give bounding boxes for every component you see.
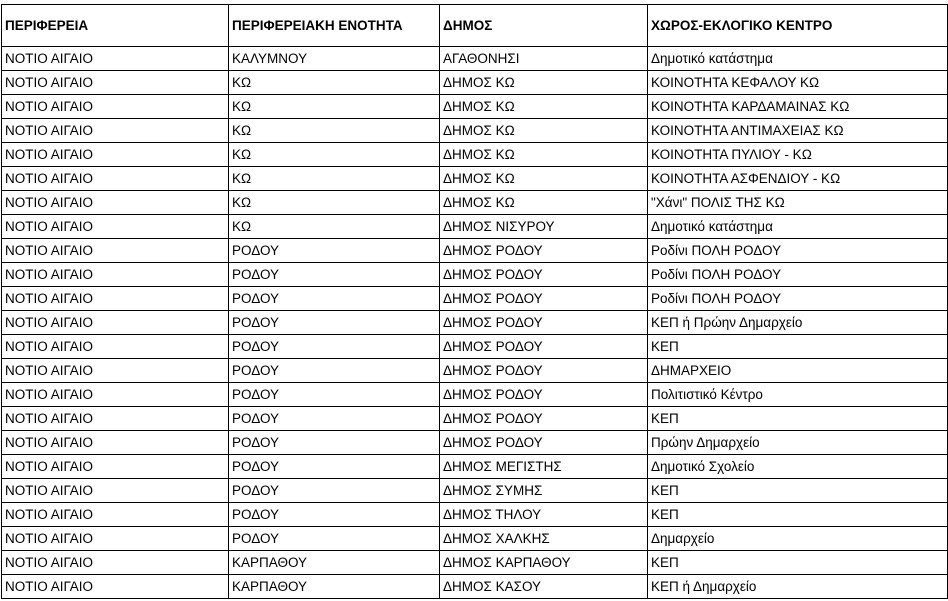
cell-municipality[interactable]: ΔΗΜΟΣ ΡΟΔΟΥ xyxy=(440,287,648,311)
cell-polling-station[interactable]: ΚΟΙΝΟΤΗΤΑ ΚΑΡΔΑΜΑΙΝΑΣ ΚΩ xyxy=(648,95,948,119)
table-row xyxy=(2,479,948,503)
cell-polling-station[interactable]: ΚΕΠ xyxy=(648,551,948,575)
cell-region[interactable]: ΝΟΤΙΟ ΑΙΓΑΙΟ xyxy=(2,335,229,359)
cell-region[interactable]: ΝΟΤΙΟ ΑΙΓΑΙΟ xyxy=(2,95,229,119)
cell-polling-station[interactable]: Ροδίνι ΠΟΛΗ ΡΟΔΟΥ xyxy=(648,239,948,263)
cell-municipality[interactable]: ΔΗΜΟΣ ΜΕΓΙΣΤΗΣ xyxy=(440,455,648,479)
cell-polling-station[interactable]: Ροδίνι ΠΟΛΗ ΡΟΔΟΥ xyxy=(648,263,948,287)
cell-region[interactable]: ΝΟΤΙΟ ΑΙΓΑΙΟ xyxy=(2,143,229,167)
cell-municipality[interactable]: ΑΓΑΘΟΝΗΣΙ xyxy=(440,47,648,71)
cell-region[interactable]: ΝΟΤΙΟ ΑΙΓΑΙΟ xyxy=(2,167,229,191)
cell-municipality[interactable]: ΔΗΜΟΣ ΡΟΔΟΥ xyxy=(440,335,648,359)
cell-polling-station[interactable]: Πολιτιστικό Κέντρο xyxy=(648,383,948,407)
cell-polling-station[interactable]: ΚΕΠ ή Πρώην Δημαρχείο xyxy=(648,311,948,335)
cell-municipality[interactable]: ΔΗΜΟΣ ΡΟΔΟΥ xyxy=(440,311,648,335)
table-body xyxy=(2,47,948,599)
cell-regional-unit[interactable]: ΡΟΔΟΥ xyxy=(229,455,440,479)
cell-regional-unit[interactable]: ΡΟΔΟΥ xyxy=(229,311,440,335)
table-row xyxy=(2,575,948,599)
table-row xyxy=(2,335,948,359)
header-region[interactable]: ΠΕΡΙΦΕΡΕΙΑ xyxy=(2,5,229,47)
cell-regional-unit[interactable]: ΡΟΔΟΥ xyxy=(229,527,440,551)
cell-polling-station[interactable]: ΔΗΜΑΡΧΕΙΟ xyxy=(648,359,948,383)
cell-municipality[interactable]: ΔΗΜΟΣ ΚΩ xyxy=(440,95,648,119)
cell-municipality[interactable]: ΔΗΜΟΣ ΡΟΔΟΥ xyxy=(440,239,648,263)
table-row xyxy=(2,383,948,407)
cell-region[interactable]: ΝΟΤΙΟ ΑΙΓΑΙΟ xyxy=(2,215,229,239)
cell-polling-station[interactable]: ΚΕΠ ή Δημαρχείο xyxy=(648,575,948,599)
cell-regional-unit[interactable]: ΡΟΔΟΥ xyxy=(229,239,440,263)
table-row xyxy=(2,407,948,431)
cell-municipality[interactable]: ΔΗΜΟΣ ΚΩ xyxy=(440,71,648,95)
cell-region[interactable]: ΝΟΤΙΟ ΑΙΓΑΙΟ xyxy=(2,47,229,71)
cell-polling-station[interactable]: ΚΕΠ xyxy=(648,407,948,431)
cell-polling-station[interactable]: ΚΟΙΝΟΤΗΤΑ ΚΕΦΑΛΟΥ ΚΩ xyxy=(648,71,948,95)
cell-region[interactable]: ΝΟΤΙΟ ΑΙΓΑΙΟ xyxy=(2,407,229,431)
table-row xyxy=(2,191,948,215)
cell-municipality[interactable]: ΔΗΜΟΣ ΚΑΡΠΑΘΟΥ xyxy=(440,551,648,575)
table-row xyxy=(2,239,948,263)
cell-polling-station[interactable]: Δημοτικό κατάστημα xyxy=(648,215,948,239)
cell-polling-station[interactable]: Ροδίνι ΠΟΛΗ ΡΟΔΟΥ xyxy=(648,287,948,311)
cell-region[interactable]: ΝΟΤΙΟ ΑΙΓΑΙΟ xyxy=(2,503,229,527)
cell-region[interactable]: ΝΟΤΙΟ ΑΙΓΑΙΟ xyxy=(2,239,229,263)
cell-region[interactable]: ΝΟΤΙΟ ΑΙΓΑΙΟ xyxy=(2,191,229,215)
cell-regional-unit[interactable]: ΚΩ xyxy=(229,119,440,143)
cell-region[interactable]: ΝΟΤΙΟ ΑΙΓΑΙΟ xyxy=(2,359,229,383)
cell-municipality[interactable]: ΔΗΜΟΣ ΡΟΔΟΥ xyxy=(440,359,648,383)
cell-regional-unit[interactable]: ΡΟΔΟΥ xyxy=(229,335,440,359)
table-row xyxy=(2,311,948,335)
table-row xyxy=(2,119,948,143)
cell-polling-station[interactable]: Δημαρχείο xyxy=(648,527,948,551)
cell-regional-unit[interactable]: ΡΟΔΟΥ xyxy=(229,431,440,455)
cell-regional-unit[interactable]: ΡΟΔΟΥ xyxy=(229,407,440,431)
cell-municipality[interactable]: ΔΗΜΟΣ ΣΥΜΗΣ xyxy=(440,479,648,503)
cell-regional-unit[interactable]: ΚΑΡΠΑΘΟΥ xyxy=(229,575,440,599)
cell-municipality[interactable]: ΔΗΜΟΣ ΚΩ xyxy=(440,119,648,143)
cell-polling-station[interactable]: Δημοτικό Σχολείο xyxy=(648,455,948,479)
cell-region[interactable]: ΝΟΤΙΟ ΑΙΓΑΙΟ xyxy=(2,479,229,503)
cell-polling-station[interactable]: Πρώην Δημαρχείο xyxy=(648,431,948,455)
cell-regional-unit[interactable]: ΡΟΔΟΥ xyxy=(229,383,440,407)
cell-region[interactable]: ΝΟΤΙΟ ΑΙΓΑΙΟ xyxy=(2,263,229,287)
cell-region[interactable]: ΝΟΤΙΟ ΑΙΓΑΙΟ xyxy=(2,287,229,311)
cell-regional-unit[interactable]: ΚΩ xyxy=(229,191,440,215)
cell-region[interactable]: ΝΟΤΙΟ ΑΙΓΑΙΟ xyxy=(2,71,229,95)
header-municipality[interactable]: ΔΗΜΟΣ xyxy=(440,5,648,47)
cell-municipality[interactable]: ΔΗΜΟΣ ΡΟΔΟΥ xyxy=(440,407,648,431)
cell-polling-station[interactable]: ΚΕΠ xyxy=(648,335,948,359)
table-row xyxy=(2,455,948,479)
cell-regional-unit[interactable]: ΡΟΔΟΥ xyxy=(229,479,440,503)
cell-polling-station[interactable]: "Χάνι" ΠΟΛΙΣ ΤΗΣ ΚΩ xyxy=(648,191,948,215)
table-row xyxy=(2,143,948,167)
table-row xyxy=(2,47,948,71)
cell-region[interactable]: ΝΟΤΙΟ ΑΙΓΑΙΟ xyxy=(2,311,229,335)
cell-region[interactable]: ΝΟΤΙΟ ΑΙΓΑΙΟ xyxy=(2,551,229,575)
cell-regional-unit[interactable]: ΚΩ xyxy=(229,167,440,191)
cell-regional-unit[interactable]: ΚΑΡΠΑΘΟΥ xyxy=(229,551,440,575)
header-polling-station[interactable]: ΧΩΡΟΣ-ΕΚΛΟΓΙΚΟ ΚΕΝΤΡΟ xyxy=(648,5,948,47)
cell-municipality[interactable]: ΔΗΜΟΣ ΧΑΛΚΗΣ xyxy=(440,527,648,551)
cell-municipality[interactable]: ΔΗΜΟΣ ΚΑΣΟΥ xyxy=(440,575,648,599)
table-row xyxy=(2,167,948,191)
header-regional-unit[interactable]: ΠΕΡΙΦΕΡΕΙΑΚΗ ΕΝΟΤΗΤΑ xyxy=(229,5,440,47)
table-row xyxy=(2,503,948,527)
cell-polling-station[interactable]: ΚΟΙΝΟΤΗΤΑ ΠΥΛΙΟΥ - ΚΩ xyxy=(648,143,948,167)
cell-regional-unit[interactable]: ΡΟΔΟΥ xyxy=(229,359,440,383)
cell-municipality[interactable]: ΔΗΜΟΣ ΤΗΛΟΥ xyxy=(440,503,648,527)
cell-regional-unit[interactable]: ΚΩ xyxy=(229,215,440,239)
table-row xyxy=(2,527,948,551)
cell-region[interactable]: ΝΟΤΙΟ ΑΙΓΑΙΟ xyxy=(2,527,229,551)
cell-municipality[interactable]: ΔΗΜΟΣ ΡΟΔΟΥ xyxy=(440,263,648,287)
cell-municipality[interactable]: ΔΗΜΟΣ ΚΩ xyxy=(440,143,648,167)
cell-region[interactable]: ΝΟΤΙΟ ΑΙΓΑΙΟ xyxy=(2,383,229,407)
table-row xyxy=(2,215,948,239)
cell-municipality[interactable]: ΔΗΜΟΣ ΡΟΔΟΥ xyxy=(440,383,648,407)
cell-polling-station[interactable]: Δημοτικό κατάστημα xyxy=(648,47,948,71)
cell-polling-station[interactable]: ΚΟΙΝΟΤΗΤΑ ΑΝΤΙΜΑΧΕΙΑΣ ΚΩ xyxy=(648,119,948,143)
cell-municipality[interactable]: ΔΗΜΟΣ ΝΙΣΥΡΟΥ xyxy=(440,215,648,239)
cell-polling-station[interactable]: ΚΕΠ xyxy=(648,503,948,527)
cell-region[interactable]: ΝΟΤΙΟ ΑΙΓΑΙΟ xyxy=(2,119,229,143)
cell-municipality[interactable]: ΔΗΜΟΣ ΡΟΔΟΥ xyxy=(440,431,648,455)
cell-regional-unit[interactable]: ΡΟΔΟΥ xyxy=(229,263,440,287)
cell-region[interactable]: ΝΟΤΙΟ ΑΙΓΑΙΟ xyxy=(2,455,229,479)
cell-polling-station[interactable]: ΚΕΠ xyxy=(648,479,948,503)
header-row xyxy=(2,5,948,47)
cell-regional-unit[interactable]: ΚΑΛΥΜΝΟΥ xyxy=(229,47,440,71)
cell-municipality[interactable]: ΔΗΜΟΣ ΚΩ xyxy=(440,167,648,191)
table-row xyxy=(2,95,948,119)
table-row xyxy=(2,551,948,575)
cell-regional-unit[interactable]: ΡΟΔΟΥ xyxy=(229,503,440,527)
cell-regional-unit[interactable]: ΡΟΔΟΥ xyxy=(229,287,440,311)
table-row xyxy=(2,71,948,95)
table-row xyxy=(2,263,948,287)
table-row xyxy=(2,431,948,455)
cell-regional-unit[interactable]: ΚΩ xyxy=(229,95,440,119)
table-row xyxy=(2,359,948,383)
cell-municipality[interactable]: ΔΗΜΟΣ ΚΩ xyxy=(440,191,648,215)
cell-regional-unit[interactable]: ΚΩ xyxy=(229,71,440,95)
cell-regional-unit[interactable]: ΚΩ xyxy=(229,143,440,167)
polling-stations-table xyxy=(1,4,948,599)
table-row xyxy=(2,287,948,311)
cell-polling-station[interactable]: ΚΟΙΝΟΤΗΤΑ ΑΣΦΕΝΔΙΟΥ - ΚΩ xyxy=(648,167,948,191)
cell-region[interactable]: ΝΟΤΙΟ ΑΙΓΑΙΟ xyxy=(2,431,229,455)
cell-region[interactable]: ΝΟΤΙΟ ΑΙΓΑΙΟ xyxy=(2,575,229,599)
